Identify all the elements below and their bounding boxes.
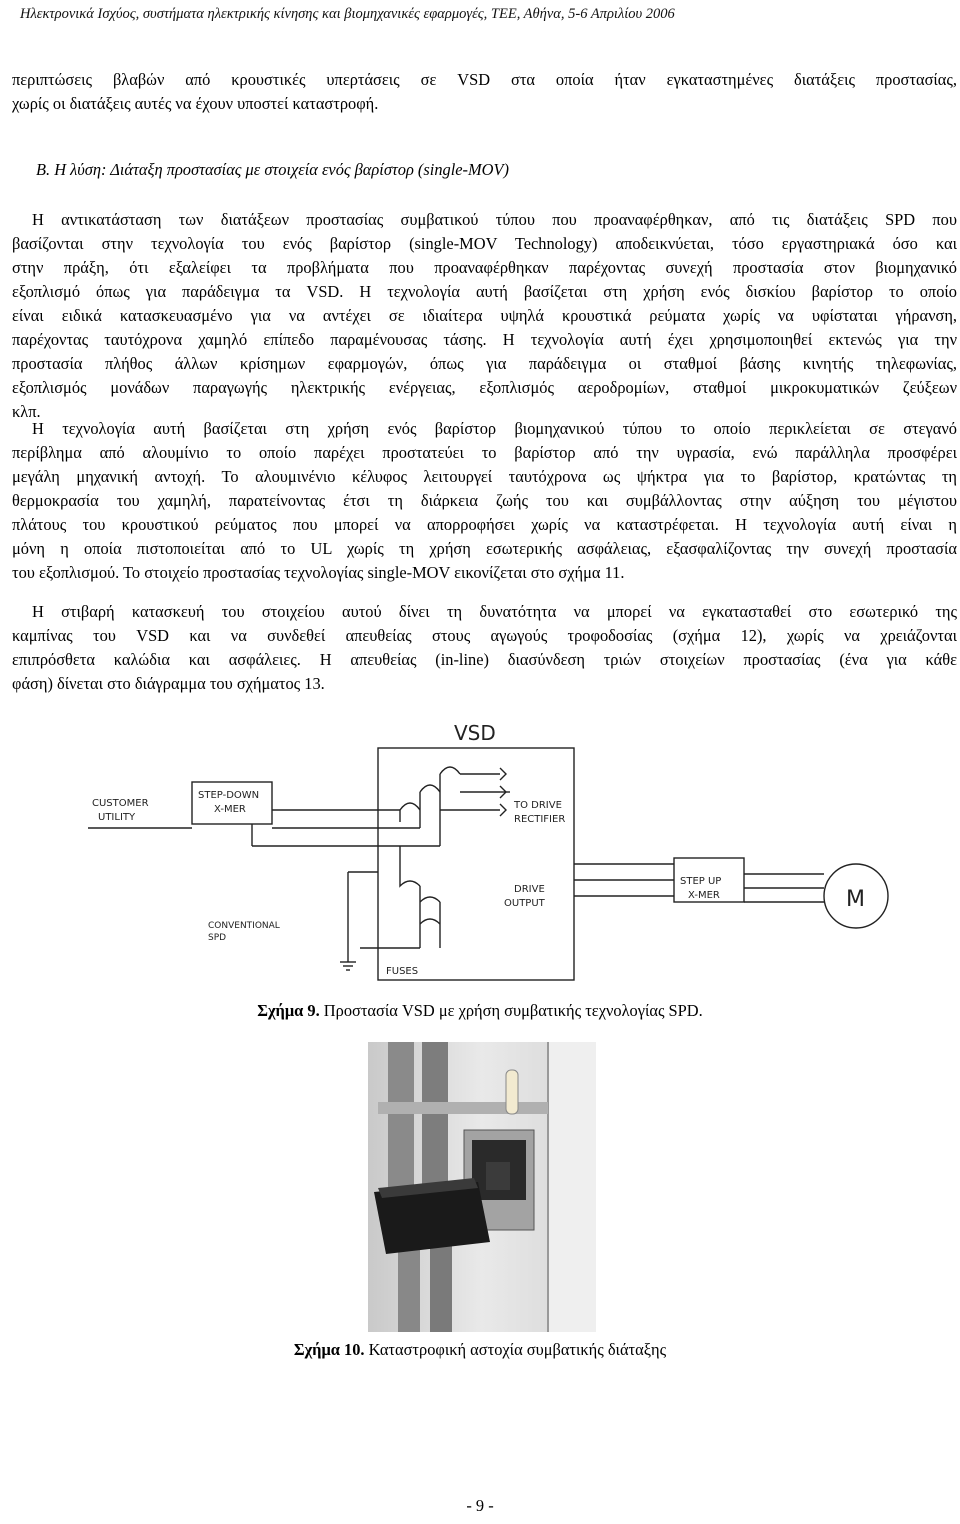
running-header: Ηλεκτρονικά Ισχύος, συστήματα ηλεκτρικής κίνησης και βιομηχανικές εφαρμογές, ΤΕΕ, Αθήνα, 5-6 Απριλίου 2006 (20, 6, 675, 22)
paragraph-1 (12, 208, 957, 424)
figure-10-number: Σχήμα 10. (293, 1340, 365, 1359)
fuses-label: FUSES (386, 966, 419, 977)
text-line: Η στιβαρή κατασκευή του στοιχείου αυτού δίνει τη δυνατότητα να μπορεί να εγκατασταθεί στο εσωτερικό της (32, 602, 957, 621)
stepup-label-1: STEP UP (680, 876, 722, 887)
conventional-spd-label-2: SPD (208, 933, 227, 943)
text-line: επιπρόσθετα καλώδια και ασφάλειες. Η απευθείας (in-line) διασύνδεση τριών στοιχείων προστασίας (ένα για κάθε (12, 650, 957, 669)
step-down-box (192, 782, 272, 824)
vsd-enclosure (378, 748, 574, 980)
text-line: Η τεχνολογία αυτή βασίζεται στη χρήση ενός βαρίστορ βιομηχανικού τύπου το οποίο περικλείεται σε στεγανό (32, 419, 957, 438)
to-drive-label-2: RECTIFIER (514, 814, 566, 825)
text-line: κλπ. (12, 402, 41, 421)
text-line: περίβλημα από αλουμίνιο το οποίο παρέχει προστατεύει το βαρίστορ από την υγρασία, ενώ παράλληλα προσφέρει (12, 443, 957, 462)
figure-10-caption (0, 1340, 960, 1360)
figure-9-number: Σχήμα 9. (257, 1001, 320, 1020)
customer-label-1: CUSTOMER (92, 798, 149, 809)
text-line: είναι ειδικά κατασκευασμένο για να αντέχει σε ιδιαίτερα υψηλά κρουστικά ρεύματα χωρίς να υφίσταται γήρανση, (12, 306, 957, 325)
text-line: φάση) δίνεται στο διάγραμμα του σχήματος 13. (12, 674, 325, 693)
text-line: του εξοπλισμού. Το στοιχείο προστασίας τεχνολογίας single-MOV εικονίζεται στο σχήμα 11. (12, 563, 625, 582)
text-line: εξοπλισμός μονάδων παραγωγής ηλεκτρικής ενέργειας, εξοπλισμός αεροδρομίων, σταθμοί μικροκυματικών ζεύξεων (12, 378, 957, 397)
text-line: εξοπλισμό όπως για παράδειγμα τα VSD. Η τεχνολογία αυτή βασίζεται στη χρήση ενός δισκίου βαρίστορ το οποίο (12, 282, 957, 301)
drive-output-label-2: OUTPUT (504, 898, 545, 909)
section-heading: Β. Η λύση: Διάταξη προστασίας με στοιχεία ενός βαρίστορ (single-MOV) (36, 160, 509, 179)
drive-output-label-1: DRIVE (514, 884, 545, 895)
text-line: καμπίνας του VSD και να συνδεθεί απευθείας στους αγωγούς τροφοδοσίας (σχήμα 12), χωρίς να χρειάζονται (12, 626, 957, 645)
stepup-label-2: X-MER (688, 890, 720, 901)
motor-label: M (846, 887, 865, 912)
vsd-label: VSD (454, 721, 496, 745)
text-line: χωρίς οι διατάξεις αυτές να έχουν υποστεί καταστροφή. (12, 94, 379, 113)
page-number: - 9 - (466, 1496, 494, 1515)
text-line: προστασία πλήθος άλλων κρίσημων εφαρμογών, όπως για παράδειγμα οι σταθμοί βάσης κινητής τηλεφωνίας, (12, 354, 957, 373)
figure-9-text: Προστασία VSD με χρήση συμβατικής τεχνολογίας SPD. (319, 1001, 703, 1020)
text-line: μόνη η οποία πιστοποιείται από το UL χωρίς τη χρήση εσωτερικής ασφάλειας, εξασφαλίζοντας την συνεχή προστασία (12, 539, 957, 558)
text-line: στην πράξη, ότι εξαλείφει τα προβλήματα που προαναφέρθηκαν παρέχοντας συνεχή προστασία στον βιομηχανικό (12, 258, 957, 277)
figure-10-text: Καταστροφική αστοχία συμβατικής διάταξης (364, 1340, 667, 1359)
paragraph-3 (12, 600, 957, 696)
vsd-diagram (80, 712, 900, 992)
text-line: πλάτους του κρουστικού ρεύματος που μπορεί να απορροφήσει χωρίς να καταστρέφεται. Η τεχνολογία αυτή είναι η (12, 515, 957, 534)
stepdown-label-2: X-MER (214, 804, 246, 815)
stepdown-label-1: STEP-DOWN (198, 790, 260, 801)
conventional-spd-label-1: CONVENTIONAL (208, 921, 280, 931)
text-line: περιπτώσεις βλαβών από κρουστικές υπερτάσεις σε VSD στα οποία ήταν εγκαταστημένες διατάξεις προστασίας, (12, 70, 957, 89)
failed-spd-photo (368, 1042, 596, 1332)
text-line: θερμοκρασία του χαμηλή, παρατείνοντας έτσι τη διάρκεια ζωής του και συμβάλλοντας στην αύξηση του μέγιστου (12, 491, 957, 510)
text-line: παρέχοντας ταυτόχρονα χαμηλό επίπεδο παραμένουσας τάσης. Η τεχνολογία αυτή έχει χρησιμοποιηθεί εκτενώς για την (12, 330, 957, 349)
text-line: βασίζονται στην τεχνολογία του ενός βαρίστορ (single-MOV Technology) αποδεικνύεται, τόσο εργαστηριακά όσο και (12, 234, 957, 253)
text-line: μεγάλη μηχανική αντοχή. Το αλουμινένιο κέλυφος λειτουργεί ταυτόχρονα ως ψήκτρα για το βαρίστορ, κρατώντας τη (12, 467, 957, 486)
text-line: Η αντικατάσταση των διατάξεων προστασίας συμβατικού τύπου που προαναφέρθηκαν, από τις διατάξεις SPD που (32, 210, 957, 229)
figure-9-caption (0, 1001, 960, 1021)
paragraph-2 (12, 417, 957, 585)
intro-paragraph (12, 68, 957, 116)
to-drive-label-1: TO DRIVE (514, 800, 562, 811)
customer-label-2: UTILITY (98, 812, 136, 823)
